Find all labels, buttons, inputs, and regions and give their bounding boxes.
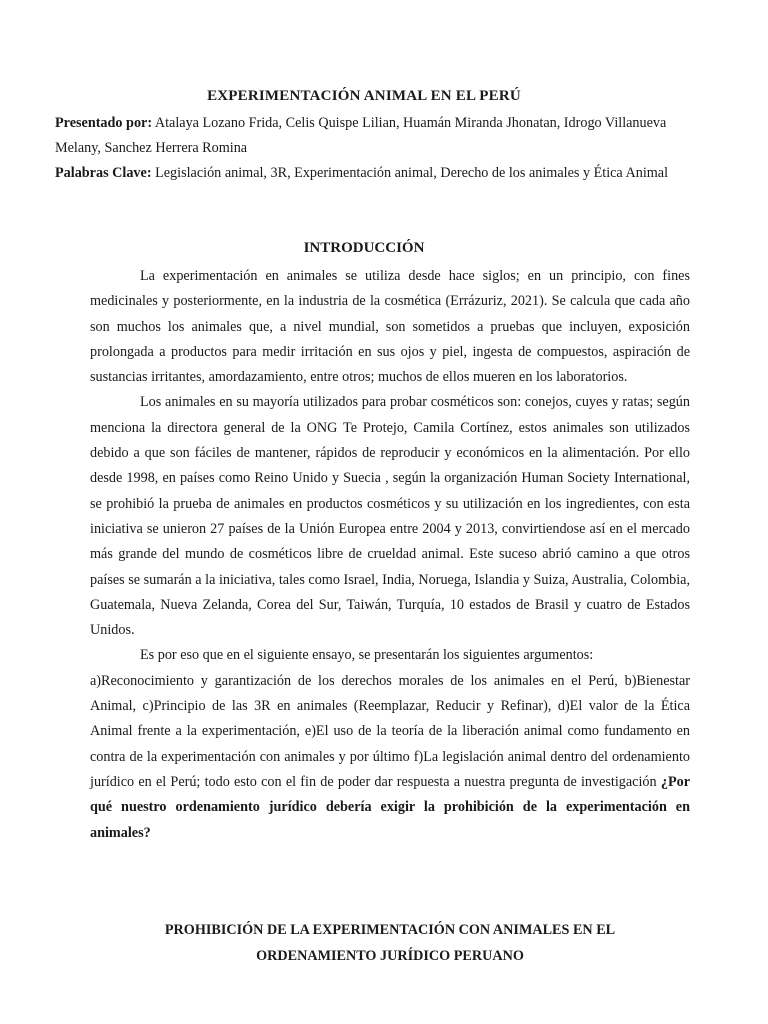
- document-title: EXPERIMENTACIÓN ANIMAL EN EL PERÚ: [207, 88, 521, 104]
- arguments-text: a)Reconocimiento y garantización de los derechos morales de los animales en el Perú, b)Bienestar Animal, c)Principio de las 3R en animales (Reemplazar, Reducir y Refinar), d)El valor de la Ética Animal frente a la experimentación, e)El uso de la teoría de la liberación animal como fundamento en contra de la experimentación con animales y por último f)La legislación animal dentro del ordenamiento jurídico en el Perú; todo esto con el fin de poder dar respuesta a nuestra pregunta de investigación: [90, 672, 690, 790]
- research-question: ¿Por qué nuestro ordenamiento jurídico debería exigir la prohibición de la experimentación en animales?: [90, 773, 690, 841]
- intro-body: [90, 264, 690, 846]
- paragraph: Es por eso que en el siguiente ensayo, se presentarán los siguientes argumentos:: [140, 647, 594, 664]
- presented-by-label: Presentado por:: [55, 115, 153, 131]
- section-heading: [90, 918, 690, 969]
- keywords-line: [55, 161, 695, 186]
- keywords-value: Legislación animal, 3R, Experimentación animal, Derecho de los animales y Ética Animal: [151, 165, 669, 181]
- authors-line: [55, 111, 695, 161]
- section-heading-line: PROHIBICIÓN DE LA EXPERIMENTACIÓN CON ANIMALES EN EL: [164, 922, 616, 938]
- authors-value: Atalaya Lozano Frida, Celis Quispe Lilian, Huamán Miranda Jhonatan, Idrogo Villanueva Melany, Sanchez Herrera Romina: [55, 115, 667, 156]
- paragraph: La experimentación en animales se utiliza desde hace siglos; en un principio, con fines medicinales y posteriormente, en la industria de la cosmética (Errázuriz, 2021). Se calcula que cada año son muchos los animales que, a nivel mundial, son sometidos a pruebas que incluyen, exposición prolongada a productos para medir irritación en sus ojos y piel, ingesta de compuestos, aspiración de sustancias irritantes, amordazamiento, entre otros; muchos de ellos mueren en los laboratorios.: [90, 268, 690, 386]
- paragraph: Los animales en su mayoría utilizados para probar cosméticos son: conejos, cuyes y ratas; según menciona la directora general de la ONG Te Protejo, Camila Cortínez, estos animales son utilizados debido a que son fáciles de mantener, rápidos de reproducir y económicos en la alimentación. Por ello desde 1998, en países como Reino Unido y Suecia , según la organización Human Society International, se prohibió la prueba de animales en productos cosméticos y su utilización en los ingredientes, con esta iniciativa se unieron 27 países de la Unión Europea entre 2004 y 2013, convirtiendose así en el mercado más grande del mundo de cosméticos libre de crueldad animal. Este suceso abrió camino a que otros países se sumarán a la iniciativa, tales como Israel, India, Noruega, Islandia y Suiza, Australia, Colombia, Guatemala, Nueva Zelanda, Corea del Sur, Taiwán, Turquía, 10 estados de Brasil y cuatro de Estados Unidos.: [90, 394, 690, 639]
- arguments-paragraph: [90, 669, 690, 846]
- keywords-label: Palabras Clave:: [55, 165, 152, 181]
- intro-heading: INTRODUCCIÓN: [303, 240, 425, 256]
- section-heading-line: ORDENAMIENTO JURÍDICO PERUANO: [256, 947, 524, 964]
